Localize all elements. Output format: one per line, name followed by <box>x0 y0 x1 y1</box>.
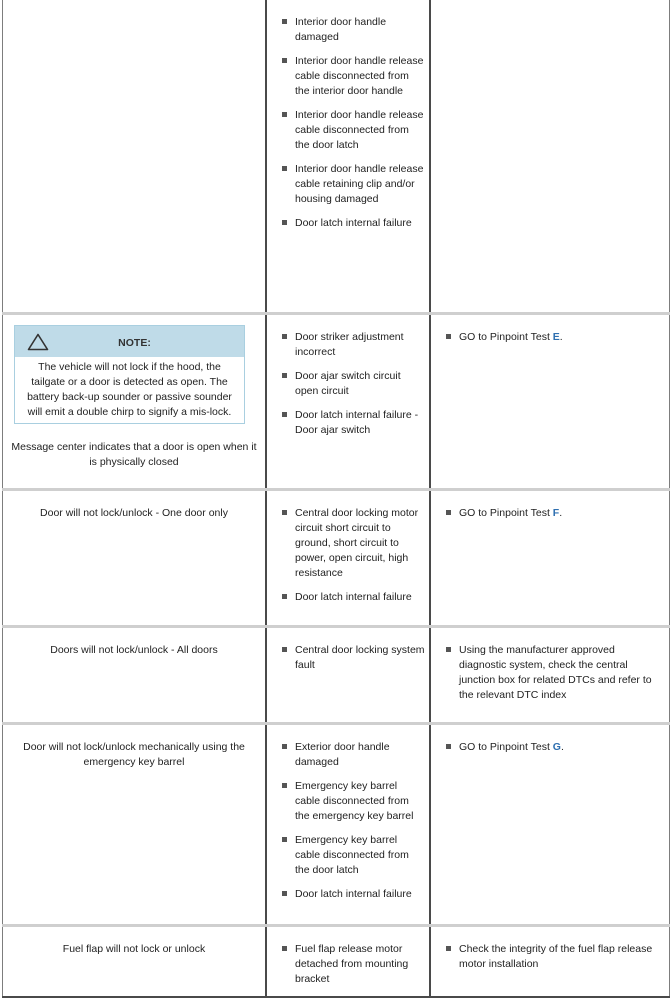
list-item: Central door locking system fault <box>282 643 425 673</box>
possible-causes-cell <box>266 925 430 997</box>
list-item: GO to Pinpoint Test F. <box>446 506 665 521</box>
pinpoint-test-link[interactable]: G <box>552 740 561 753</box>
causes-list <box>267 927 429 987</box>
list-item: Interior door handle release cable disconnected from the interior door handle <box>282 54 425 99</box>
symptom-cell <box>3 489 267 626</box>
pinpoint-test-link[interactable]: F <box>552 506 560 519</box>
pinpoint-test-link[interactable]: E <box>552 330 560 343</box>
bullet-square-icon <box>446 647 451 652</box>
list-item: Door ajar switch circuit open circuit <box>282 369 425 399</box>
list-item: Emergency key barrel cable disconnected from the emergency key barrel <box>282 779 425 824</box>
symptom-cell <box>3 0 267 313</box>
bullet-square-icon <box>282 510 287 515</box>
causes-list <box>267 491 429 605</box>
symptom-text: Door will not lock/unlock - One door only <box>40 506 228 519</box>
bullet-square-icon <box>282 334 287 339</box>
symptom-text: Doors will not lock/unlock - All doors <box>50 643 218 656</box>
bullet-square-icon <box>282 412 287 417</box>
action-cell <box>430 626 670 723</box>
action-cell <box>430 0 670 313</box>
table-row <box>3 626 670 723</box>
bullet-square-icon <box>282 594 287 599</box>
possible-causes-cell <box>266 723 430 925</box>
actions-list <box>431 927 669 972</box>
bullet-square-icon <box>282 946 287 951</box>
list-item: Using the manufacturer approved diagnostic system, check the central junction box for related DTCs and refer to the relevant DTC index <box>446 643 665 703</box>
list-item: Exterior door handle damaged <box>282 740 425 770</box>
table-row <box>3 313 670 489</box>
bullet-square-icon <box>282 166 287 171</box>
bullet-square-icon <box>282 220 287 225</box>
note-box <box>14 325 245 424</box>
list-item: Interior door handle damaged <box>282 15 425 45</box>
list-item: Central door locking motor circuit short circuit to ground, short circuit to power, open circuit, high resistance <box>282 506 425 581</box>
actions-list <box>431 315 669 345</box>
list-item: Check the integrity of the fuel flap release motor installation <box>446 942 665 972</box>
symptom-cell <box>3 313 267 489</box>
warning-triangle-icon <box>27 333 49 351</box>
list-item: Door latch internal failure <box>282 216 425 231</box>
bullet-square-icon <box>446 334 451 339</box>
note-header <box>15 326 244 357</box>
symptom-text: Fuel flap will not lock or unlock <box>62 942 206 955</box>
action-cell <box>430 489 670 626</box>
table-row <box>3 723 670 925</box>
symptom-cell <box>3 723 267 925</box>
causes-list <box>267 725 429 902</box>
note-label: NOTE: <box>118 336 151 349</box>
list-item: Interior door handle release cable retaining clip and/or housing damaged <box>282 162 425 207</box>
bullet-square-icon <box>446 510 451 515</box>
causes-list <box>267 0 429 231</box>
action-cell <box>430 925 670 997</box>
bullet-square-icon <box>282 58 287 63</box>
causes-list <box>267 628 429 673</box>
causes-list <box>267 315 429 438</box>
symptom-chart-table <box>2 0 670 998</box>
possible-causes-cell <box>266 0 430 313</box>
list-item: Fuel flap release motor detached from mounting bracket <box>282 942 425 987</box>
list-item: Door striker adjustment incorrect <box>282 330 425 360</box>
bullet-square-icon <box>282 744 287 749</box>
list-item: GO to Pinpoint Test E. <box>446 330 665 345</box>
bullet-square-icon <box>282 891 287 896</box>
list-item: Door latch internal failure <box>282 887 425 902</box>
actions-list <box>431 628 669 703</box>
list-item: Door latch internal failure - Door ajar switch <box>282 408 425 438</box>
possible-causes-cell <box>266 489 430 626</box>
symptom-text: Message center indicates that a door is open when it is physically closed <box>11 440 257 468</box>
list-item: Interior door handle release cable disconnected from the door latch <box>282 108 425 153</box>
possible-causes-cell <box>266 626 430 723</box>
table-row <box>3 925 670 997</box>
table-row <box>3 0 670 313</box>
symptom-cell <box>3 626 267 723</box>
list-item: Emergency key barrel cable disconnected from the door latch <box>282 833 425 878</box>
actions-list <box>431 491 669 521</box>
action-cell <box>430 723 670 925</box>
bullet-square-icon <box>282 373 287 378</box>
bullet-square-icon <box>282 112 287 117</box>
bullet-square-icon <box>446 744 451 749</box>
list-item: GO to Pinpoint Test G. <box>446 740 665 755</box>
note-text: The vehicle will not lock if the hood, the tailgate or a door is detected as open. The battery back-up sounder or passive sounder will emit a double chirp to signify a mis-lock. <box>27 360 232 418</box>
action-cell <box>430 313 670 489</box>
bullet-square-icon <box>282 783 287 788</box>
list-item: Door latch internal failure <box>282 590 425 605</box>
bullet-square-icon <box>282 19 287 24</box>
actions-list <box>431 725 669 755</box>
bullet-square-icon <box>282 647 287 652</box>
symptom-cell <box>3 925 267 997</box>
table-row <box>3 489 670 626</box>
bullet-square-icon <box>446 946 451 951</box>
possible-causes-cell <box>266 313 430 489</box>
bullet-square-icon <box>282 837 287 842</box>
symptom-text: Door will not lock/unlock mechanically using the emergency key barrel <box>23 740 245 768</box>
